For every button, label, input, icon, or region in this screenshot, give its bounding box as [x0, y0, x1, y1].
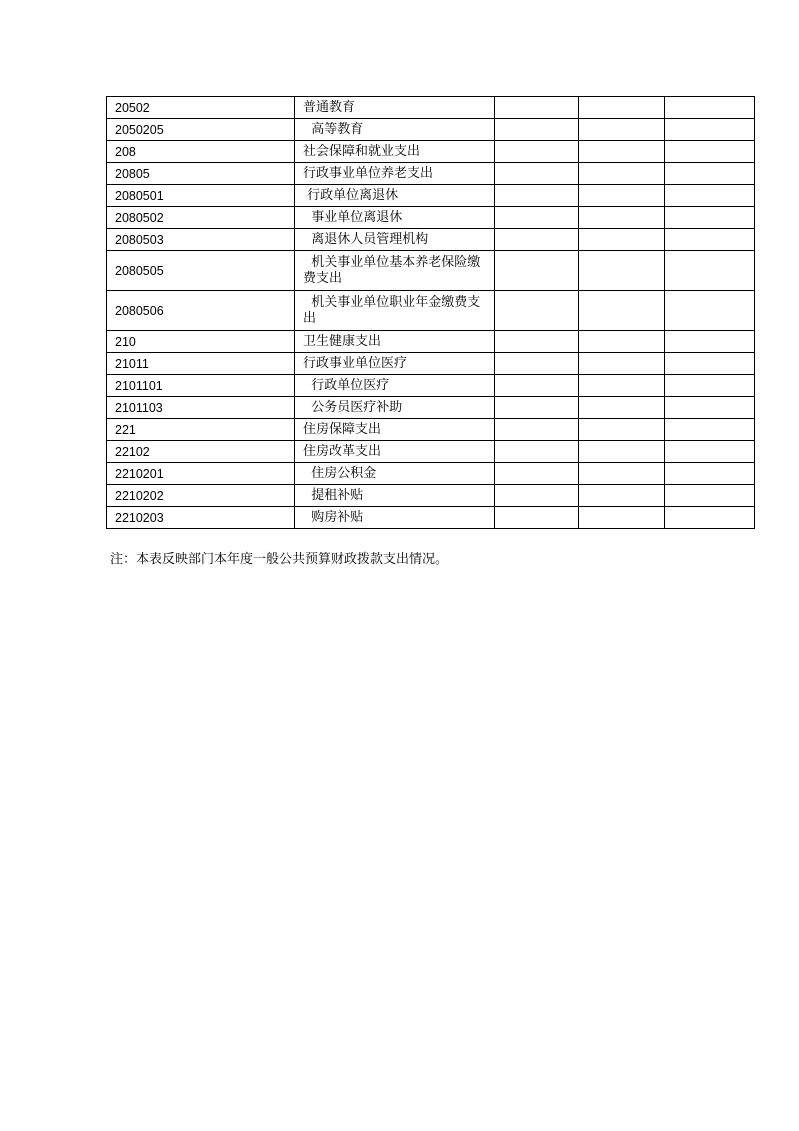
table-cell-name: 行政单位医疗	[295, 375, 495, 397]
table-cell-empty	[579, 463, 665, 485]
table-cell-code: 2101101	[107, 375, 295, 397]
table-row	[107, 331, 755, 353]
table-cell-code: 2050205	[107, 119, 295, 141]
table-cell-empty	[579, 97, 665, 119]
table-row	[107, 163, 755, 185]
table-cell-empty	[495, 207, 579, 229]
table-cell-code: 2080503	[107, 229, 295, 251]
table-cell-empty	[665, 507, 755, 529]
table-cell-empty	[665, 463, 755, 485]
table-cell-code: 22102	[107, 441, 295, 463]
table-cell-empty	[665, 141, 755, 163]
table-cell-empty	[579, 185, 665, 207]
table-cell-name: 卫生健康支出	[295, 331, 495, 353]
table-row	[107, 397, 755, 419]
table-cell-empty	[495, 441, 579, 463]
table-cell-name: 购房补贴	[295, 507, 495, 529]
table-cell-code: 2210202	[107, 485, 295, 507]
table-row	[107, 441, 755, 463]
table-cell-empty	[495, 463, 579, 485]
table-cell-name: 机关事业单位基本养老保险缴费支出	[295, 251, 495, 291]
table-cell-name: 住房公积金	[295, 463, 495, 485]
table-row	[107, 229, 755, 251]
table-cell-empty	[579, 375, 665, 397]
table-row	[107, 207, 755, 229]
table-cell-empty	[495, 119, 579, 141]
table-cell-empty	[665, 163, 755, 185]
table-footnote: 注：本表反映部门本年度一般公共预算财政拨款支出情况。	[110, 552, 449, 567]
table-row	[107, 485, 755, 507]
table-row	[107, 291, 755, 331]
table-row	[107, 353, 755, 375]
table-cell-name: 住房保障支出	[295, 419, 495, 441]
table-cell-code: 2101103	[107, 397, 295, 419]
table-cell-empty	[665, 397, 755, 419]
table-row	[107, 119, 755, 141]
table-cell-empty	[579, 291, 665, 331]
table-row	[107, 419, 755, 441]
table-cell-empty	[495, 185, 579, 207]
table-row	[107, 375, 755, 397]
table-cell-empty	[665, 419, 755, 441]
table-cell-empty	[495, 375, 579, 397]
table-cell-name: 住房改革支出	[295, 441, 495, 463]
table-cell-empty	[495, 97, 579, 119]
table-cell-empty	[665, 353, 755, 375]
table-cell-empty	[579, 507, 665, 529]
table-cell-code: 20805	[107, 163, 295, 185]
table-cell-empty	[665, 441, 755, 463]
table-cell-name: 公务员医疗补助	[295, 397, 495, 419]
table-cell-empty	[495, 291, 579, 331]
table-cell-empty	[579, 419, 665, 441]
table-cell-name: 行政单位离退休	[295, 185, 495, 207]
table-row	[107, 97, 755, 119]
table-cell-empty	[579, 229, 665, 251]
table-cell-name: 机关事业单位职业年金缴费支出	[295, 291, 495, 331]
table-cell-empty	[495, 331, 579, 353]
table-cell-name: 事业单位离退休	[295, 207, 495, 229]
table-cell-code: 2210203	[107, 507, 295, 529]
table-cell-empty	[495, 507, 579, 529]
table-cell-code: 208	[107, 141, 295, 163]
table-cell-name: 高等教育	[295, 119, 495, 141]
table-cell-name: 行政事业单位养老支出	[295, 163, 495, 185]
table-cell-empty	[495, 251, 579, 291]
table-cell-empty	[579, 119, 665, 141]
table-cell-empty	[665, 251, 755, 291]
table-cell-code: 20502	[107, 97, 295, 119]
table-cell-empty	[579, 207, 665, 229]
table-cell-empty	[665, 375, 755, 397]
table-cell-empty	[495, 397, 579, 419]
table-cell-name: 社会保障和就业支出	[295, 141, 495, 163]
table-cell-empty	[579, 397, 665, 419]
table-cell-empty	[579, 331, 665, 353]
table-row	[107, 507, 755, 529]
table-cell-name: 提租补贴	[295, 485, 495, 507]
table-cell-empty	[579, 485, 665, 507]
table-cell-empty	[495, 485, 579, 507]
table-cell-code: 2080505	[107, 251, 295, 291]
table-cell-name: 离退休人员管理机构	[295, 229, 495, 251]
table-cell-code: 21011	[107, 353, 295, 375]
table-cell-empty	[579, 441, 665, 463]
table-cell-empty	[579, 251, 665, 291]
table-cell-code: 2210201	[107, 463, 295, 485]
table-cell-empty	[579, 163, 665, 185]
table-cell-empty	[495, 163, 579, 185]
table-cell-empty	[495, 353, 579, 375]
table-cell-empty	[665, 97, 755, 119]
table-cell-empty	[665, 291, 755, 331]
budget-table	[106, 96, 755, 529]
table-cell-empty	[665, 331, 755, 353]
table-cell-empty	[495, 419, 579, 441]
table-cell-empty	[665, 229, 755, 251]
table-cell-empty	[665, 119, 755, 141]
table-cell-code: 210	[107, 331, 295, 353]
table-cell-name: 普通教育	[295, 97, 495, 119]
table-cell-code: 2080502	[107, 207, 295, 229]
table-cell-code: 2080501	[107, 185, 295, 207]
table-cell-name: 行政事业单位医疗	[295, 353, 495, 375]
table-cell-empty	[495, 229, 579, 251]
table-cell-empty	[665, 485, 755, 507]
table-cell-empty	[579, 353, 665, 375]
table-cell-empty	[665, 185, 755, 207]
table-row	[107, 251, 755, 291]
table-cell-code: 2080506	[107, 291, 295, 331]
table-cell-code: 221	[107, 419, 295, 441]
table-cell-empty	[579, 141, 665, 163]
table-row	[107, 185, 755, 207]
table-row	[107, 463, 755, 485]
table-row	[107, 141, 755, 163]
table-cell-empty	[495, 141, 579, 163]
table-cell-empty	[665, 207, 755, 229]
